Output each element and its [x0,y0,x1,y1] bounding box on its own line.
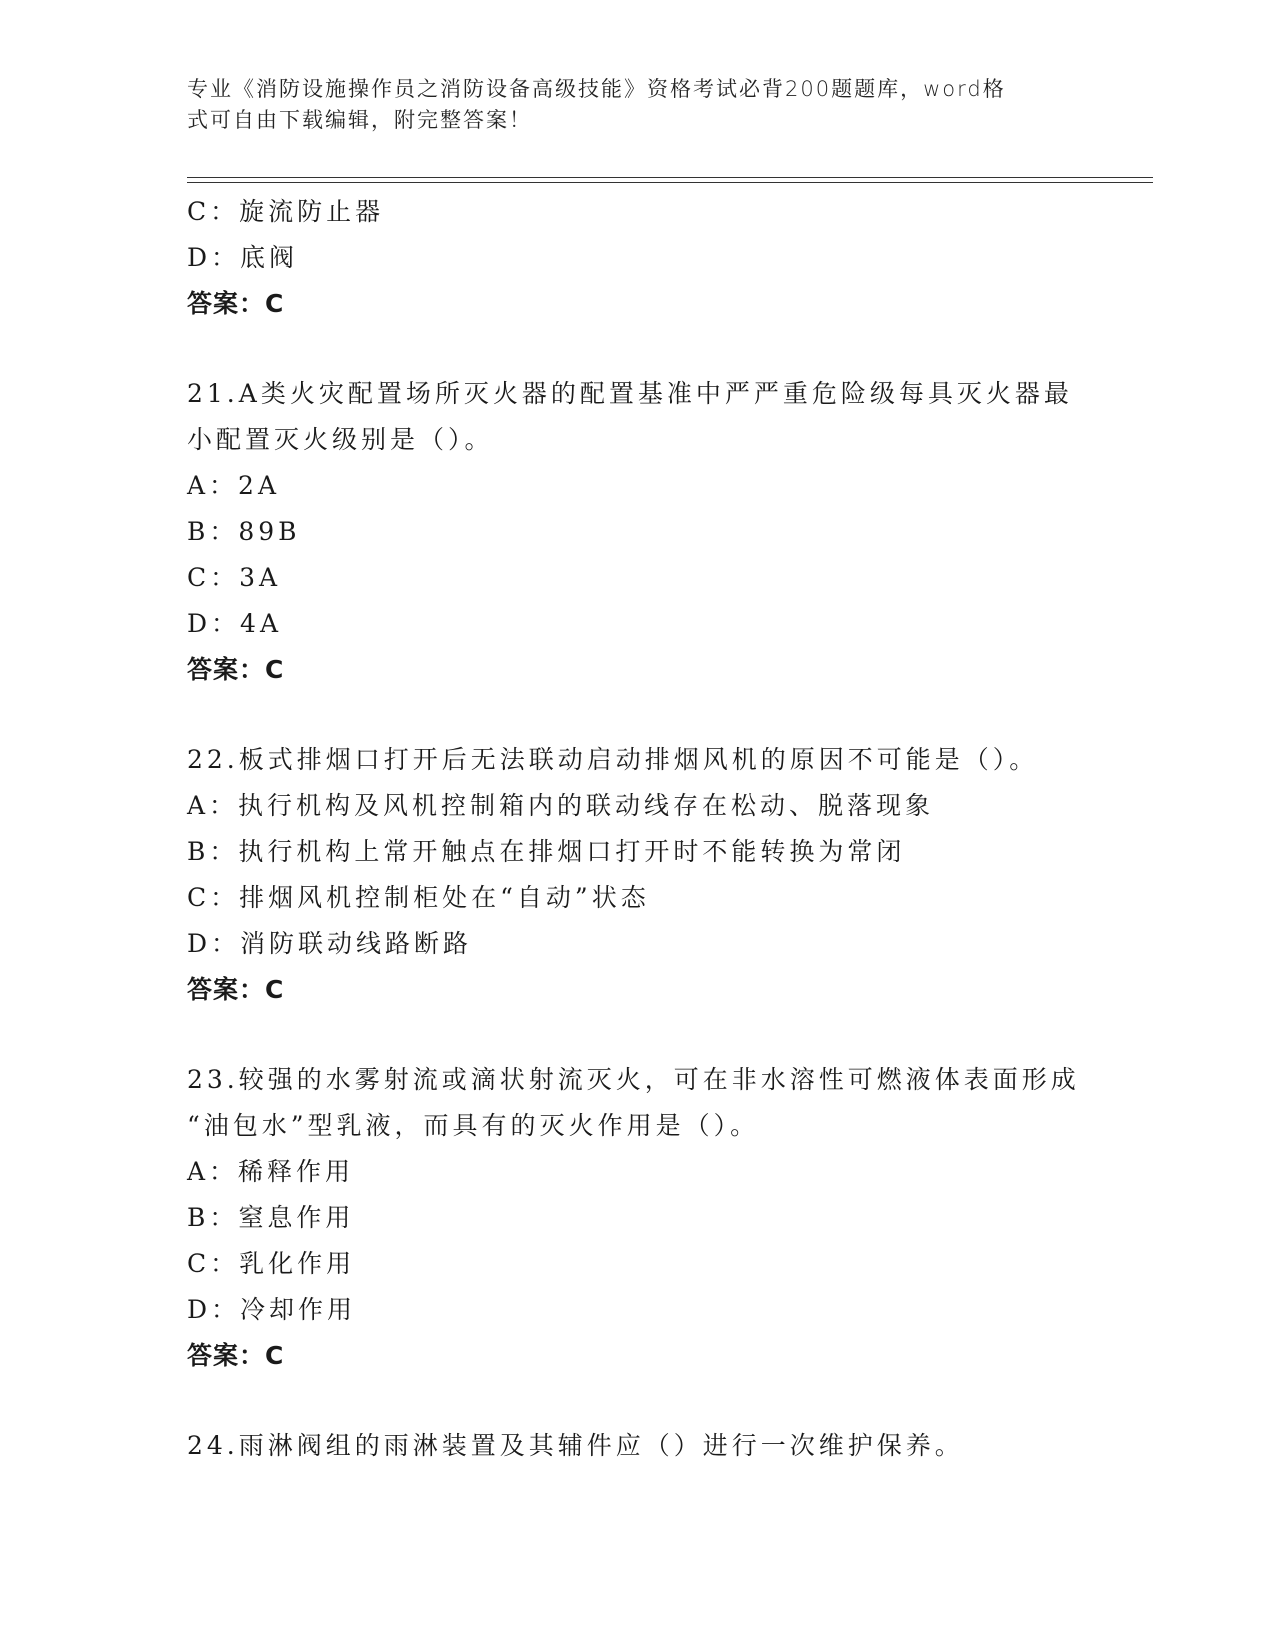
answer-line: 答案：C [187,975,285,1004]
option-b: B：执行机构上常开触点在排烟口打开时不能转换为常闭 [187,837,906,866]
header-line-2: 式可自由下载编辑，附完整答案！ [187,108,532,132]
option-d: D：消防联动线路断路 [187,929,473,958]
option-c: C：旋流防止器 [187,197,385,226]
option-c: C：乳化作用 [187,1249,356,1278]
previous-question-tail [187,189,1087,327]
header-divider-bottom [187,182,1153,183]
option-d: D：底阀 [187,243,299,272]
question-stem: 23.较强的水雾射流或滴状射流灭火，可在非水溶性可燃液体表面形成 [187,1065,1080,1094]
question-stem: 24.雨淋阀组的雨淋装置及其辅件应（）进行一次维护保养。 [187,1431,964,1460]
answer-line: 答案：C [187,655,285,684]
option-b: B：窒息作用 [187,1203,355,1232]
option-d: D：冷却作用 [187,1295,357,1324]
question-stem-cont: “油包水”型乳液，而具有的灭火作用是（）。 [187,1111,760,1140]
question-stem: 22.板式排烟口打开后无法联动启动排烟风机的原因不可能是（）。 [187,745,1039,774]
header-divider-top [187,177,1153,178]
question-list [187,189,1087,1469]
option-d: D：4A [187,609,283,638]
answer-line: 答案：C [187,289,285,318]
document-header [187,74,1067,136]
answer-line: 答案：C [187,1341,285,1370]
option-c: C：3A [187,563,282,592]
option-a: A：执行机构及风机控制箱内的联动线存在松动、脱落现象 [187,791,935,820]
option-c: C：排烟风机控制柜处在“自动”状态 [187,883,650,912]
header-line-1: 专业《消防设施操作员之消防设备高级技能》资格考试必背200题题库，word格 [187,77,1006,101]
question-stem: 21.A类火灾配置场所灭火器的配置基准中严严重危险级每具灭火器最 [187,379,1073,408]
question-21 [187,371,1087,693]
option-a: A：2A [187,471,281,500]
question-23 [187,1057,1087,1379]
option-b: B：89B [187,517,301,546]
option-a: A：稀释作用 [187,1157,355,1186]
question-24 [187,1423,1087,1469]
question-22 [187,737,1087,1013]
question-stem-cont: 小配置灭火级别是（）。 [187,425,494,454]
